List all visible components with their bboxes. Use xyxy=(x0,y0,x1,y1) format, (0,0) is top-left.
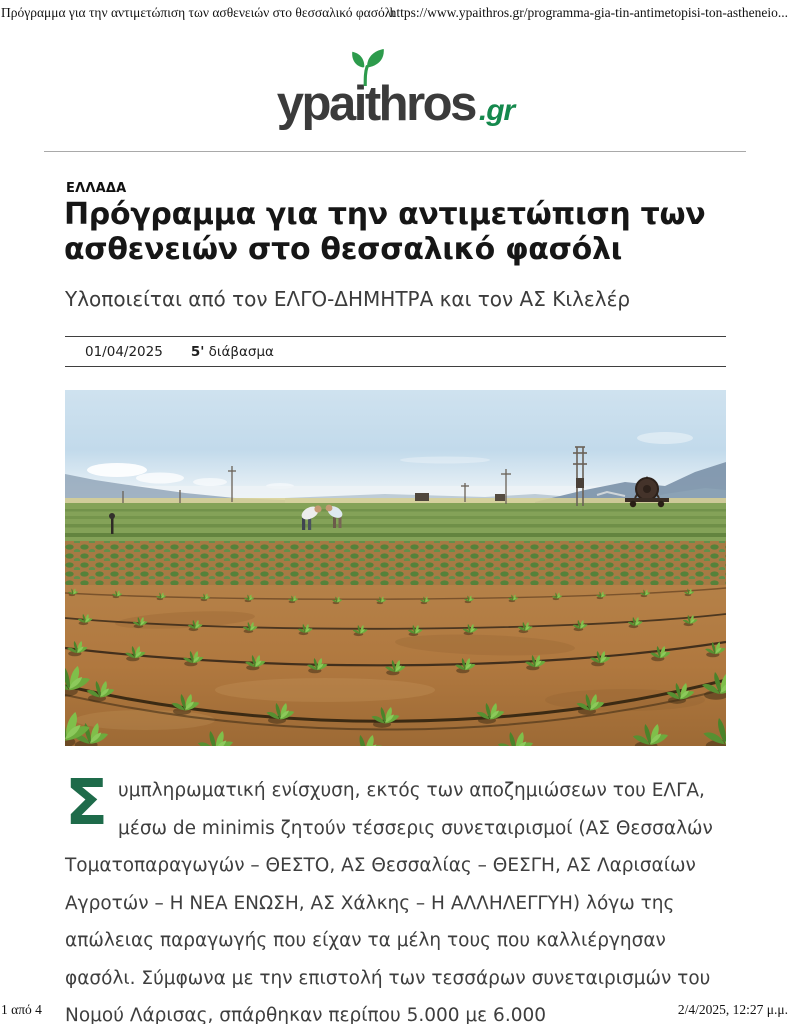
logo-text-part2-wrap xyxy=(354,76,475,132)
dropcap: Σ xyxy=(65,766,109,839)
page-number: 1 από 4 xyxy=(1,1002,42,1017)
article-subtitle: Υλοποιείται από τον ΕΛΓΟ-ΔΗΜΗΤΡΑ και τον ΑΣ Κιλελέρ xyxy=(65,287,631,311)
logo-text-part2: ithros xyxy=(353,77,475,131)
publish-date: 01/04/2025 xyxy=(85,343,163,360)
print-datetime: 2/4/2025, 12:27 μ.μ. xyxy=(677,1002,788,1017)
print-header-url: https://www.ypaithros.gr/programma-gia-tin-antimetopisi-ton-astheneio... xyxy=(389,5,788,20)
logo-text-part1: ypa xyxy=(276,77,354,131)
read-time xyxy=(191,344,274,360)
category-label: ΕΛΛΑΔΑ xyxy=(66,181,127,196)
paragraph-text: υμπληρωματική ενίσχυση, εκτός των αποζημιώσεων του ΕΛΓΑ, μέσω de minimis ζητούν τέσσερις συνεταιρισμοί (ΑΣ Θεσσαλών Τοματοπαραγωγών – ΘΕΣΤΟ, ΑΣ Θεσσαλίας – ΘΕΣΓΗ, ΑΣ Λαρισαίων Αγροτών – Η ΝΕΑ ΕΝΩΣΗ, ΑΣ Χάλκης – Η ΑΛΛΗΛΕΓΓΥΗ) λόγω της απώλειας παραγωγής που είχαν τα μέλη τους που καλλιέργησαν φασόλι. Σύμφωνα με την επιστολή των τεσσάρων συνεταιρισμών του Νομού Λάρισας, σπάρθηκαν περίπου 5.000 με 6.000 xyxy=(65,780,713,1024)
read-time-value: 5' xyxy=(190,343,205,360)
header-divider xyxy=(44,151,746,152)
article-meta-row xyxy=(65,336,726,367)
article-body xyxy=(65,766,726,1024)
print-header-title: Πρόγραμμα για την αντιμετώπιση των ασθενειών στο θεσσαλικό φασόλι xyxy=(1,5,395,20)
article-photo xyxy=(65,390,726,746)
leaf-icon xyxy=(347,49,389,86)
logo-wordmark xyxy=(277,46,514,132)
article-title: Πρόγραμμα για την αντιμετώπιση των ασθενειών στο θεσσαλικό φασόλι xyxy=(64,197,706,267)
site-logo xyxy=(0,46,791,132)
logo-tld: .gr xyxy=(478,94,515,127)
read-time-label: διάβασμα xyxy=(208,343,274,360)
